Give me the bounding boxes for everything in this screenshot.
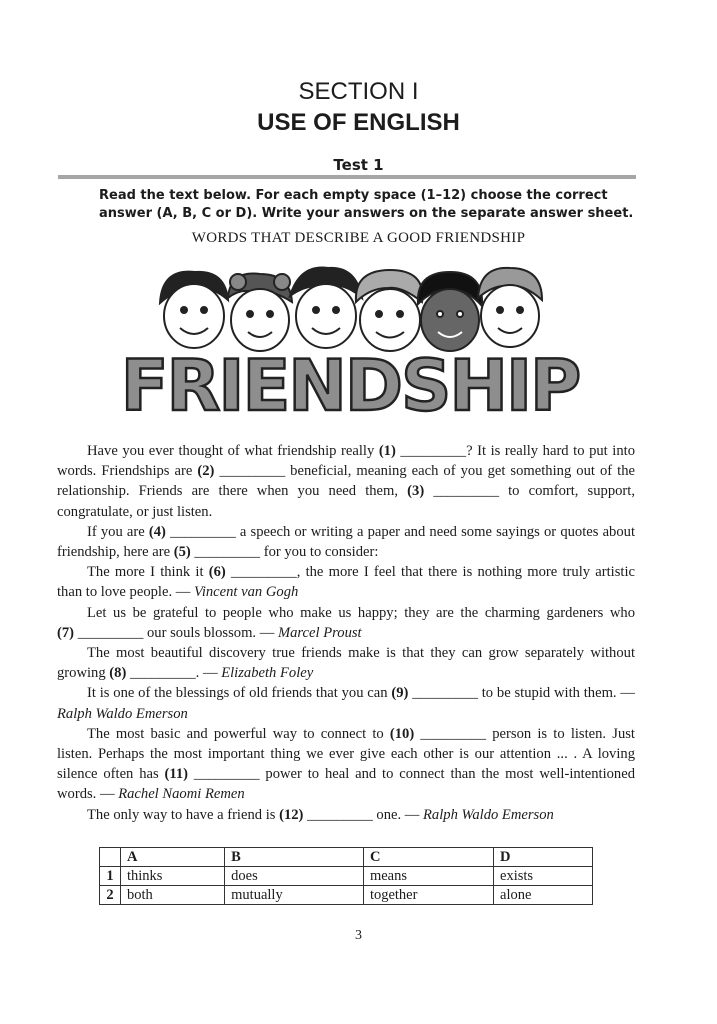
option-d: exists — [494, 867, 593, 886]
quote-van-gogh: The more I think it (6) _________, the more I feel that there is nothing more truly artistic than to love people. — Vincent van Gogh — [57, 564, 635, 601]
quote-emerson-2: The only way to have a friend is (12) _________ one. — Ralph Waldo Emerson — [87, 806, 554, 823]
section-number: SECTION I — [298, 78, 419, 105]
paragraph-2: If you are (4) _________ a speech or writing a paper and need some sayings or quotes about friendship, here are (5) _________ for you to consider: — [57, 523, 635, 561]
option-c: means — [363, 867, 493, 886]
question-number: 2 — [100, 886, 121, 905]
table-header-cell: D — [494, 848, 593, 867]
blank: _________ — [194, 544, 261, 561]
gap-6: (6) — [208, 564, 226, 581]
blank: _________ — [193, 766, 260, 783]
blank: _________ — [420, 725, 487, 742]
gap-7: (7) — [57, 624, 75, 641]
gap-4: (4) — [148, 523, 166, 540]
table-header-row — [100, 848, 593, 867]
gap-3: (3) — [407, 483, 425, 500]
quote-author: Elizabeth Foley — [221, 665, 314, 682]
question-number: 1 — [100, 867, 121, 886]
quote-author: Vincent van Gogh — [194, 584, 299, 601]
table-header-cell: C — [363, 848, 493, 867]
gap-2: (2) — [197, 463, 215, 480]
quote-emerson-1: It is one of the blessings of old friends that you can (9) _________ to be stupid with them. — Ralph Waldo Emerson — [57, 685, 635, 722]
table-header-cell — [100, 848, 121, 867]
quote-author: Ralph Waldo Emerson — [57, 705, 188, 722]
blank: _________ — [400, 443, 467, 459]
blank: _________ — [219, 463, 286, 480]
quote-author: Marcel Proust — [277, 624, 362, 641]
blank: _________ — [231, 564, 297, 581]
blank: _________ — [129, 665, 196, 682]
gap-8: (8) — [109, 665, 127, 682]
option-b: mutually — [225, 886, 364, 905]
friendship-word: FRIENDSHIP — [120, 345, 580, 427]
quote-proust: Let us be grateful to people who make us happy; they are the charming gardeners who (7) _________ our souls blossom. — Marcel Proust — [57, 604, 635, 641]
option-d: alone — [494, 886, 593, 905]
quote-author: Rachel Naomi Remen — [118, 786, 245, 803]
gap-1: (1) — [378, 443, 396, 459]
test-title: Test 1 — [333, 156, 384, 174]
blank: _________ — [433, 483, 499, 500]
blank: _________ — [77, 624, 144, 641]
friendship-illustration-icon — [120, 258, 580, 428]
option-b: does — [225, 867, 364, 886]
quote-author: Ralph Waldo Emerson — [423, 806, 554, 823]
table-header-cell: A — [121, 848, 225, 867]
gap-5: (5) — [173, 544, 191, 561]
section-title: USE OF ENGLISH — [257, 109, 460, 136]
paragraph-1: Have you ever thought of what friendship really (1) _________? It is really hard to put into words. Friendships are (2) _________ beneficial, meaning each of you get something out of the relationship. Friends are there when you need them, (3) _________ to comfort, support, congratulate, or just listen. — [57, 443, 635, 520]
text-title: WORDS THAT DESCRIBE A GOOD FRIENDSHIP — [191, 230, 526, 246]
answer-options-table — [99, 847, 593, 905]
header-divider — [58, 175, 636, 179]
option-a: thinks — [121, 867, 225, 886]
blank: _________ — [412, 685, 478, 702]
option-c: together — [363, 886, 493, 905]
option-a: both — [121, 886, 225, 905]
gap-10: (10) — [389, 725, 415, 742]
gap-12: (12) — [279, 806, 304, 823]
task-instructions: Read the text below. For each empty space (1–12) choose the correct answer (A, B, C or D). Write your answers on the separate answer sheet. — [99, 188, 634, 221]
table-row — [100, 886, 593, 905]
page-number: 3 — [355, 928, 362, 943]
quote-foley: The most beautiful discovery true friends make is that they can grow separately without growing (8) _________. — Elizabeth Foley — [57, 645, 635, 682]
gap-11: (11) — [164, 766, 189, 783]
blank: _________ — [307, 806, 373, 823]
gap-9: (9) — [391, 685, 409, 702]
blank: _________ — [170, 523, 236, 540]
quote-remen: The most basic and powerful way to connect to (10) _________ person is to listen. Just listen. Perhaps the most important thing we ever give each other is our attention ... . A loving silence often has (11) _________ power to heal and to connect than the most well-intentioned words. — Rachel Naomi Remen — [57, 725, 635, 803]
table-row — [100, 867, 593, 886]
table-header-cell: B — [225, 848, 364, 867]
passage — [57, 441, 635, 825]
